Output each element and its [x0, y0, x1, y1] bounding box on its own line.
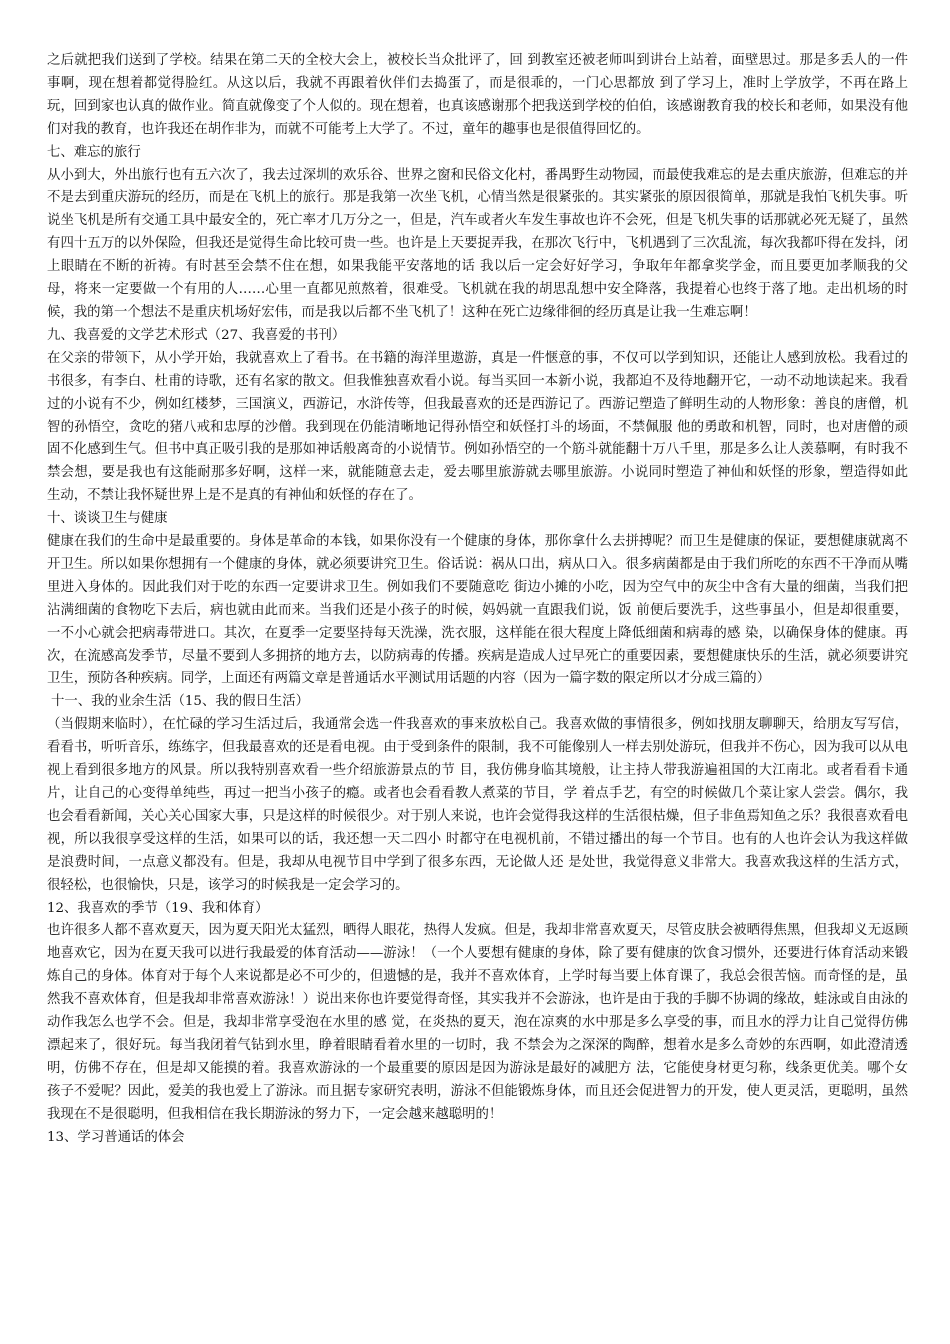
- paragraph-childhood-ending: 之后就把我们送到了学校。结果在第二天的全校大会上，被校长当众批评了，回 到教室还被老师叫到讲台上站着，面壁思过。那是多丢人的一件事啊，现在想着都觉得脸红。从这以后，我就不再跟着伙伴们去捣蛋了，而是很乖的，一门心思都放 到了学习上，准时上学放学，不再在路上玩，回到家也认真的做作业。简直就像变了个人似的。现在想着，也真该感谢那个把我送到学校的伯伯，该感谢教育我的校长和老师，如果没有他们对我的教育，也许我还在胡作非为，而就不可能考上大学了。不过，童年的趣事也是很值得回忆的。: [47, 53, 908, 137]
- heading-favorite-literature: 九、我喜爱的文学艺术形式（27、我喜爱的书刊）: [47, 327, 346, 343]
- paragraph-favorite-literature: 在父亲的带领下，从小学开始，我就喜欢上了看书。在书籍的海洋里遨游，真是一件惬意的事，不仅可以学到知识，还能让人感到放松。我看过的书很多，有李白、杜甫的诗歌，还有名家的散文。但我惟独喜欢看小说。每当买回一本新小说，我都迫不及待地翻开它，一动不动地读起来。我看过的小说有不少，例如红楼梦，三国演义，西游记，水浒传等，但我最喜欢的还是西游记了。西游记塑造了鲜明生动的人物形象：善良的唐僧，机智的孙悟空，贪吃的猪八戒和忠厚的沙僧。我到现在仍能清晰地记得孙悟空和妖怪打斗的场面，不禁佩服 他的勇敢和机智，同时，也对唐僧的顽固不化感到生气。但书中真正吸引我的是那如神话般离奇的小说情节。例如孙悟空的一个筋斗就能翻十万八千里，那是多么让人羡慕啊，有时我不禁会想，要是我也有这能耐那多好啊，这样一来，就能随意去走，爱去哪里旅游就去哪里旅游。小说同时塑造了神仙和妖怪的形象，塑造得如此 生动，不禁让我怀疑世界上是不是真的有神仙和妖怪的存在了。: [47, 350, 908, 504]
- heading-favorite-season: 12、我喜欢的季节（19、我和体育）: [47, 900, 269, 916]
- heading-hygiene-health: 十、谈谈卫生与健康: [47, 511, 168, 527]
- paragraph-memorable-trip: 从小到大，外出旅行也有五六次了，我去过深圳的欢乐谷、世界之窗和民俗文化村，番禺野生动物园，而最使我难忘的是去重庆旅游，但难忘的并不是去到重庆游玩的经历，而是在飞机上的旅行。那是我第一次坐飞机，心情当然是很紧张的。其实紧张的原因很简单，那就是我怕飞机失事。听说坐飞机是所有交通工具中最安全的，死亡率才几万分之一，但是，汽车或者火车发生事故也许不会死，但是飞机失事的话那就必死无疑了，虽然有四十五万的以外保险，但我还是觉得生命比较可贵一些。也许是上天要捉弄我，在那次飞行中，飞机遇到了三次乱流，每次我都吓得在发抖，闭上眼睛在不断的祈祷。有时甚至会禁不住在想，如果我能平安落地的话 我以后一定会好好学习，争取年年都拿奖学金，而且要更加孝顺我的父母，将来一定要做一个有用的人……心里一直都见煎熬着，很难受。飞机就在我的胡思乱想中安全降落，我提着心也终于落了地。走出机场的时候，我的第一个想法不是重庆机场好宏伟，而是我以后都不坐飞机了！这种在死亡边缘徘徊的经历真是让我一生难忘啊！: [47, 167, 908, 320]
- paragraph-leisure-life: （当假期来临时），在忙碌的学习生活过后，我通常会选一件我喜欢的事来放松自己。我喜欢做的事情很多，例如找朋友聊聊天，给朋友写写信，看看书，听听音乐，练练字，但我最喜欢的还是看电视。由于受到条件的限制，我不可能像别人一样去别处游玩，但我并不伤心，因为我可以从电视上看到很多地方的风景。所以我特别喜欢看一些介绍旅游景点的节 目，我仿佛身临其境般，让主持人带我游遍祖国的大江南北。或者看看卡通片，让自己的心变得单纯些，再过一把当小孩子的瘾。或者也会看看教人煮菜的节目，学 着点手艺，有空的时候做几个菜让家人尝尝。偶尔，我也会看看新闻，关心关心国家大事，只是这样的时候很少。对于别人来说，也许会觉得我这样的生活很枯燥，但子非鱼焉知鱼之乐？我很喜欢看电视，所以我很享受这样的生活，如果可以的话，我还想一天二四小 时都守在电视机前，不错过播出的每一个节目。也有的人也许会认为我这样做是浪费时间，一点意义都没有。但是，我却从电视节目中学到了很多东西，无论做人还 是处世，我觉得意义非常大。我喜欢我这样的生活方式，很轻松，也很愉快，只是，该学习的时候我是一定会学习的。: [47, 717, 908, 893]
- heading-leisure-life: 十一、我的业余生活（15、我的假日生活）: [51, 694, 310, 710]
- paragraph-hygiene-health: 健康在我们的生命中是最重要的。身体是革命的本钱，如果你没有一个健康的身体，那你拿什么去拼搏呢？而卫生是健康的保证，要想健康就离不开卫生。所以如果你想拥有一个健康的身体，就必须要讲究卫生。俗话说：祸从口出，病从口入。很多病菌都是由于我们所吃的东西不干净而从嘴里进入身体的。因此我们对于吃的东西一定要讲求卫生。例如我们不要随意吃 街边小摊的小吃，因为空气中的灰尘中含有大量的细菌，当我们把沾满细菌的食物吃下去后，病也就由此而来。当我们还是小孩子的时候，妈妈就一直跟我们说，饭 前便后要洗手，这些事虽小，但是却很重要，一不小心就会把病毒带进口。其次，在夏季一定要坚持每天洗澡，洗衣服，这样能在很大程度上降低细菌和病毒的感 染，以确保身体的健康。再次，在流感高发季节，尽量不要到人多拥挤的地方去，以防病毒的传播。疾病是造成人过早死亡的重要因素，要想健康快乐的生活，就必须要讲究卫生，预防各种疾病。同学，上面还有两篇文章是普通话水平测试用话题的内容（因为一篇字数的限定所以才分成三篇的）: [47, 534, 908, 687]
- heading-learning-mandarin: 13、学习普通话的体会: [47, 1129, 185, 1145]
- heading-memorable-trip: 七、难忘的旅行: [47, 144, 141, 160]
- paragraph-favorite-season: 也许很多人都不喜欢夏天，因为夏天阳光太猛烈，晒得人眼花，热得人发疯。但是，我却非常喜欢夏天，尽管皮肤会被晒得焦黑，但我却义无返顾地喜欢它，因为在夏天我可以进行我最爱的体育活动——游泳！（一个人要想有健康的身体，除了要有健康的饮食习惯外，还要进行体育活动来锻炼自己的身体。体育对于每个人来说都是必不可少的，但遗憾的是，我并不喜欢体育，上学时每当要上体育课了，我总会很苦恼。而奇怪的是，虽然我不喜欢体育，但是我却非常喜欢游泳！）说出来你也许要觉得奇怪，其实我并不会游泳，也许是由于我的手脚不协调的缘故，蛙泳或自由泳的动作我怎么也学不会。但是，我却非常享受泡在水里的感 觉，在炎热的夏天，泡在凉爽的水中那是多么享受的事，而且水的浮力让自己觉得仿佛漂起来了，很好玩。每当我闭着气钻到水里，睁着眼睛看着水里的一切时，我 不禁会为之深深的陶醉，想着水是多么奇妙的东西啊，如此澄清透明，仿佛不存在，但是却又能摸的着。我喜欢游泳的一个最重要的原因是因为游泳是最好的减肥方 法，它能使身材更匀称，线条更优美。哪个女孩子不爱呢？因此，爱美的我也爱上了游泳。而且据专家研究表明，游泳不但能锻炼身体，而且还会促进智力的开发，使人更灵活，更聪明，虽然我现在不是很聪明，但我相信在我长期游泳的努力下，一定会越来越聪明的！: [47, 923, 908, 1122]
